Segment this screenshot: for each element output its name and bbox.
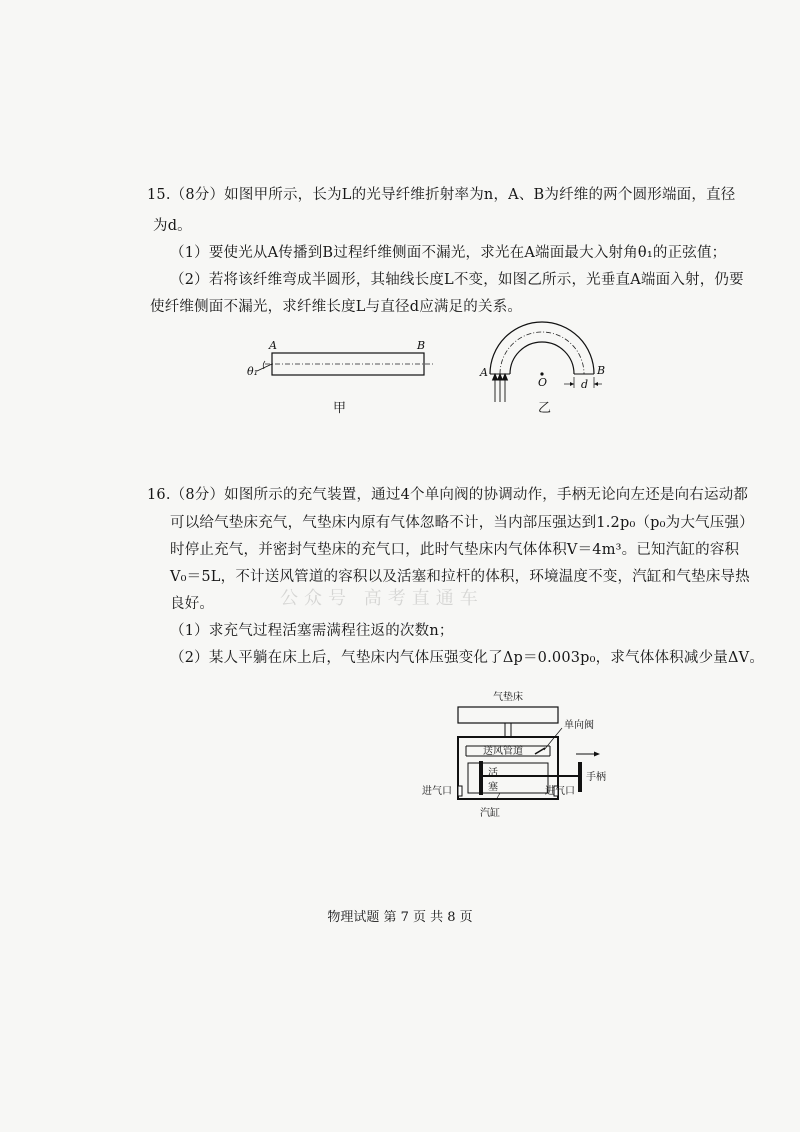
q15-stem-line1: 15.（8分）如图甲所示，长为L的光导纤维折射率为n，A、B为纤维的两个圆形端面，直径 [147,187,736,203]
q16-stem-line4: V₀＝5L，不计送风管道的容积以及活塞和拉杆的体积，环境温度不变，汽缸和气垫床导热 [170,569,750,585]
q15-stem-line2: 为d。 [153,218,192,234]
air-bed [458,707,558,723]
piston [479,761,483,795]
q15-part1: （1）要使光从A传播到B过程纤维侧面不漏光，求光在A端面最大入射角θ₁的正弦值； [170,245,727,261]
incident-ray [257,364,272,371]
label-valve: 单向阀 [564,720,594,731]
left-inlet [458,786,462,796]
label-theta1: θ₁ [247,365,259,378]
label-A: A [480,366,488,379]
q16-stem-line2: 可以给气垫床充气，气垫床内原有气体忽略不计，当内部压强达到1.2p₀（p₀为大气压强） [170,515,754,531]
q16-stem-line5: 良好。 [170,596,215,612]
direction-arrow-icon [594,752,600,757]
label-piston-1: 活 [488,768,498,779]
label-bed: 气垫床 [493,692,523,703]
q16-part2: （2）某人平躺在床上后，气垫床内气体压强变化了Δp＝0.003p₀，求气体体积减少量ΔV。 [170,650,765,666]
q15-part2: （2）若将该纤维弯成半圆形，其轴线长度L不变，如图乙所示，光垂直A端面入射，仍要 [170,272,744,288]
fiber-semicircle-figure [478,318,608,408]
label-handle: 手柄 [586,772,606,783]
inflator-figure [418,690,628,830]
label-d: d [581,378,589,391]
label-inlet-right: 进气口 [545,786,575,797]
label-duct: 送风管道 [483,746,523,757]
handle[interactable] [578,762,582,792]
q16-stem-line3: 时停止充气，并密封气垫床的充气口，此时气垫床内气体体积V＝4m³。已知汽缸的容积 [170,542,740,558]
q16-stem-line1: 16.（8分）如图所示的充气装置，通过4个单向阀的协调动作，手柄无论向左还是向右运动都 [147,487,749,503]
q16-part1: （1）求充气过程活塞需满程往返的次数n； [170,623,454,639]
label-O: O [538,376,548,389]
figure-caption-yi: 乙 [538,401,552,416]
watermark: 公众号 高考直通车 [280,588,484,609]
label-cylinder: 汽缸 [480,808,500,819]
axis-arc [500,332,584,374]
q15-part2-cont: 使纤维侧面不漏光，求纤维长度L与直径d应满足的关系。 [150,299,523,315]
inner-arc [510,342,574,374]
label-inlet-left: 进气口 [422,786,452,797]
page-footer: 物理试题 第 7 页 共 8 页 [327,910,473,925]
label-B: B [417,339,426,352]
label-piston-2: 塞 [488,782,498,793]
outer-arc [490,322,594,374]
incident-arrows [493,374,508,402]
check-valve [535,748,545,754]
label-B: B [597,364,606,377]
label-A: A [269,339,277,352]
figure-caption-jia: 甲 [333,401,347,416]
